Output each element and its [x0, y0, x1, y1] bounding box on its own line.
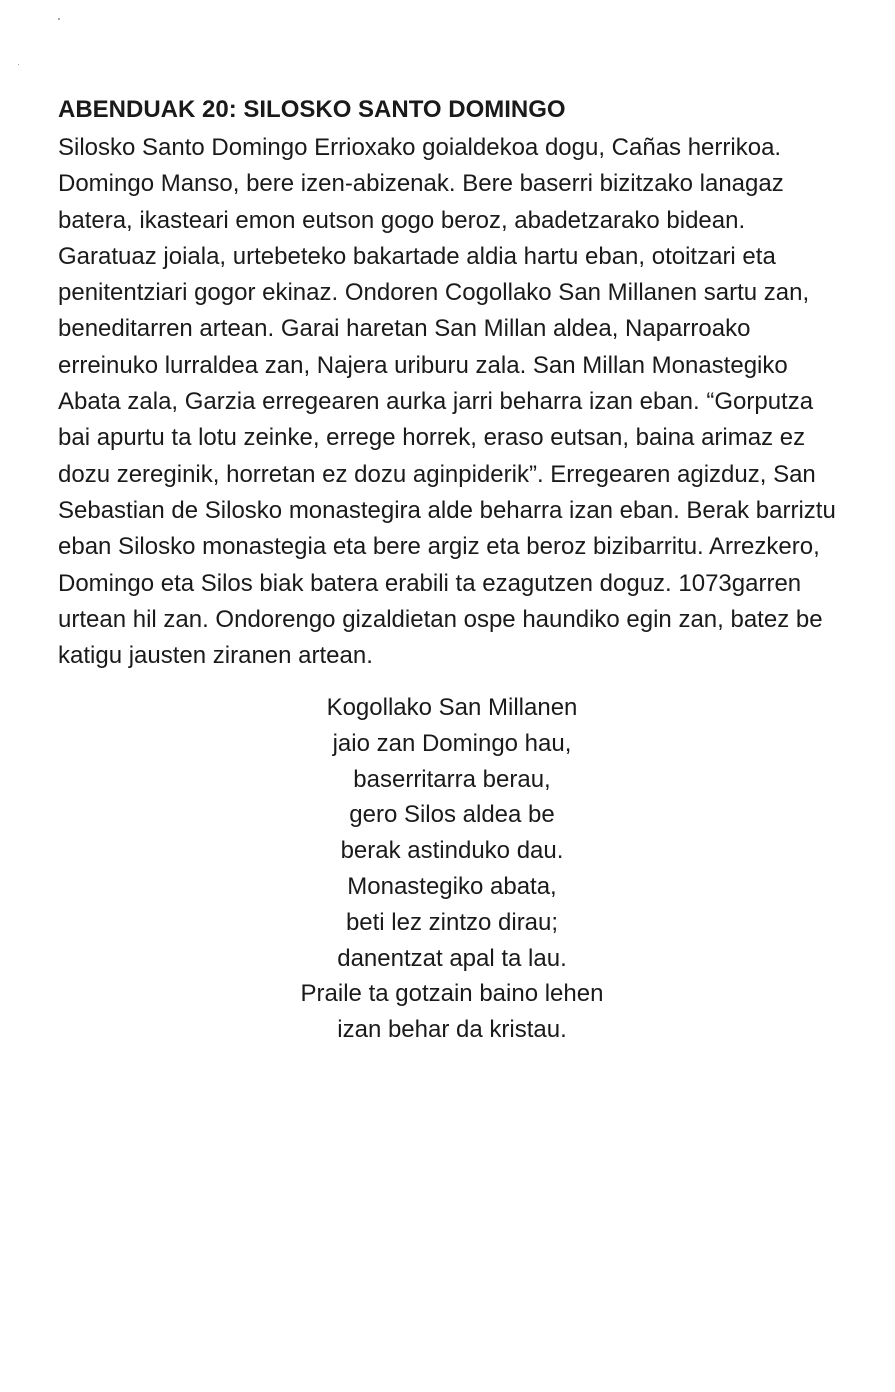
paragraph-line: Domingo eta Silos biak batera erabili ta ezagutzen doguz. 1073garren — [58, 569, 802, 597]
paragraph-line: Silosko Santo Domingo Errioxako goialdekoa dogu, Cañas herrikoa. — [58, 134, 782, 161]
poem-line: danentzat apal ta lau. — [337, 944, 567, 972]
poem-stanza — [252, 690, 652, 1048]
paragraph-line: erreinuko lurraldea zan, Najera uriburu zala. San Millan Monastegiko — [58, 351, 788, 379]
poem-line: beti lez zintzo dirau; — [345, 908, 559, 936]
paragraph-line: Domingo Manso, bere izen-abizenak. Bere baserri bizitzako lanagaz — [58, 170, 784, 198]
poem-line: Praile ta gotzain baino lehen — [300, 980, 604, 1008]
paragraph-line: katigu jausten ziranen artean. — [58, 642, 373, 670]
poem-line: Monastegiko abata, — [347, 872, 557, 900]
scan-speck — [58, 18, 60, 20]
paragraph-line: Abata zala, Garzia erregearen aurka jarri beharra izan eban. “Gorputza — [58, 388, 814, 416]
paragraph-line: bai apurtu ta lotu zeinke, errege horrek, eraso eutsan, baina arimaz ez — [58, 424, 806, 452]
paragraph-line: penitentziari gogor ekinaz. Ondoren Cogollako San Millanen sartu zan, — [58, 279, 810, 307]
poem-line: baserritarra berau, — [353, 765, 551, 793]
paragraph-line: Sebastian de Silosko monastegira alde beharra izan eban. Berak barriztu — [58, 496, 836, 524]
paragraph-line: urtean hil zan. Ondorengo gizaldietan ospe haundiko egin zan, batez be — [58, 605, 823, 633]
poem-line: Kogollako San Millanen — [326, 694, 578, 721]
page-title: ABENDUAK 20: SILOSKO SANTO DOMINGO — [58, 96, 566, 123]
poem-line: izan behar da kristau. — [337, 1016, 567, 1044]
paragraph-line: eban Silosko monastegia eta bere argiz eta beroz bizibarritu. Arrezkero, — [58, 533, 820, 561]
scan-speck — [18, 64, 19, 65]
paragraph-line: Garatuaz joiala, urtebeteko bakartade aldia hartu eban, otoitzari eta — [58, 242, 776, 270]
paragraph-line: batera, ikasteari emon eutson gogo beroz, abadetzarako bidean. — [58, 206, 746, 234]
poem-line: berak astinduko dau. — [340, 837, 564, 865]
poem-line: gero Silos aldea be — [349, 801, 555, 829]
paragraph-line: dozu zereginik, horretan ez dozu aginpiderik”. Erregearen agizduz, San — [58, 460, 816, 488]
body-paragraph — [58, 130, 848, 674]
poem-line: jaio zan Domingo hau, — [332, 729, 572, 757]
paragraph-line: beneditarren artean. Garai haretan San Millan aldea, Naparroako — [58, 315, 751, 343]
